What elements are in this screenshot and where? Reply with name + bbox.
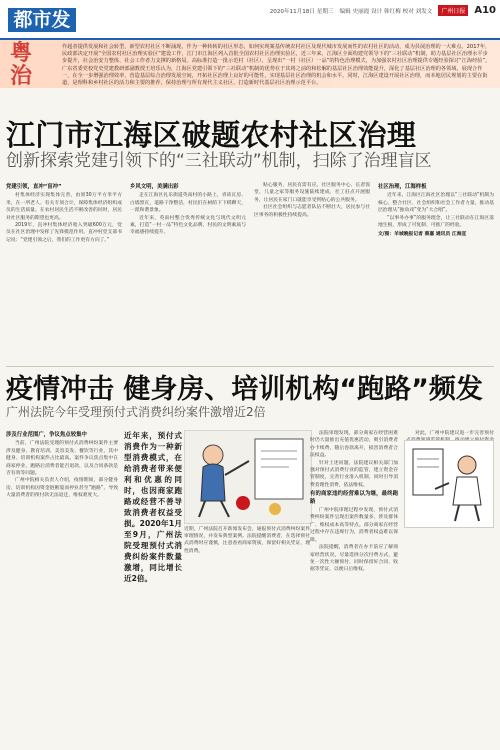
top-column-4 bbox=[378, 182, 494, 358]
photo-caption: 近期，广州法院召开新闻发布会，通报预付式消费纠纷案件审理情况，并发布典型案例。法院提醒消费者，在选择预付式消费时应谨慎，注意查看商家资质，保留好相关凭证，理性消费。 bbox=[184, 527, 310, 554]
section-heading: 有的商家违约经营难以为继，最终跑路 bbox=[310, 491, 398, 505]
bottom-column-1 bbox=[6, 430, 118, 746]
top-column-2 bbox=[130, 182, 246, 358]
paragraph: 广州中院相关负责人介绍，疫情期间，部分健身房、培训机构因资金链断裂而停业甚至“跑路”，导致大量消费者的预付款无法退还，维权难度大。 bbox=[6, 478, 118, 499]
section-heading: 社区治理，江海样板 bbox=[378, 184, 427, 190]
paragraph: 当前，广州法院受理的预付式消费纠纷案件主要涉及健身、教育培训、美容美发、餐饮等行业，其中健身、培训机构案件占比最高。案件争议焦点集中在商家停业、跑路后消费者能否退款，以及合同条款是否有效等问题。 bbox=[6, 441, 118, 477]
top-article-subtitle: 创新探索党建引领下的“三社联动”机制，扫除了治理盲区 bbox=[6, 151, 432, 171]
article-divider bbox=[6, 366, 494, 367]
editors-line: 编辑 史丽霞 设计 韩红梅 校对 刘发文 bbox=[339, 8, 433, 15]
bottom-column-2 bbox=[310, 430, 398, 746]
paragraph: 村集体经济实现集体完善，由原30万平方米平方米，在一所老人、有关专项合计，保障集体经济组织成员的生活质量。在农村居民生活不断改善的同时，居民对社区服务的期望也更高。 bbox=[6, 193, 122, 221]
page-number: A10 bbox=[474, 5, 496, 16]
cartoon-illustration bbox=[404, 440, 494, 528]
paragraph: 2019年，直冲村集体经济收入突破600万元，党员在社区治理中发挥了先锋模范作用。直冲村党支部书记说：“党建引领之后，我们的工作更有方向了。” bbox=[6, 223, 122, 243]
section-heading: 党建引领，直冲“盲冲” bbox=[6, 184, 62, 190]
byline: 文/图：羊城晚报记者 蔡嘉 通讯员 江海宣 bbox=[378, 232, 467, 238]
header-meta bbox=[270, 5, 496, 16]
paragraph: 法院审理发现，部分商家在经营困难时仍大量推出充值优惠活动，吸引消费者办卡续费，随后卷款离开，损害消费者合法权益。 bbox=[310, 431, 398, 459]
paragraph: 近年来，江海区江海社区治理以“三社联动”机制为核心，整合社区、社会组织和社会工作者力量，推动基层治理从“独角戏”变为“大合唱”。 bbox=[378, 193, 494, 214]
paragraph: 对此，广州中院建议进一步完善预付 bbox=[415, 431, 494, 436]
illustration-photo bbox=[184, 430, 312, 524]
illustration-icon bbox=[185, 431, 311, 523]
paragraph: 走在江海区礼乐街道英南村的小路上，青砖瓦房、白墙黑瓦，道路干净整洁，村民们在树荫下下棋聊天，一派和谐景象。 bbox=[130, 193, 246, 214]
cartoon-icon bbox=[405, 441, 493, 527]
top-article-body bbox=[6, 182, 494, 358]
paragraph: 贴心服务，居民有需有应。社区服务中心、长者饭堂、儿童之家等服务设施陆续建成，社工驻点开展服务，让居民在家门口就能享受到贴心的公共服务。 bbox=[254, 183, 370, 203]
paper-badge: 广州日报 bbox=[438, 5, 468, 16]
paragraph: “以事务办事”的服务理念，让三社联动在江海区落地生根，形成了可复制、可推广的经验。 bbox=[378, 215, 494, 229]
section-heading: 乡风文明，美满出彩 bbox=[130, 184, 179, 190]
paragraph: 针对上述问题，法院建议相关部门加强对预付式消费行业的监管，建立资金存管制度，完善行业准入机制，同时引导消费者理性消费，依法维权。 bbox=[310, 460, 398, 488]
paragraph: 近年来，英南村整合优秀传统文化与现代文明元素，打造“一村一品”特色文化品牌，村民的文明素质与幸福感持续提升。 bbox=[130, 215, 246, 236]
top-article-title: 江门市江海区破题农村社区治理 bbox=[6, 118, 417, 152]
section-heading: 涉及行业范围广，争议焦点较集中 bbox=[6, 432, 87, 438]
bottom-article-title: 疫情冲击 健身房、培训机构“跑路”频发 bbox=[6, 374, 483, 405]
banner-text: 作超者提供发展和社会转型，新型农村社区不断涌现。作为一种转转的社区形态，如何实现案基传统农村社区及现代城市发展而性的农村社区的活动，成为县展治理的一大难点。2017年，民政部决定开展“全国农村社区治理实验区”建设工作，江门市江海区列入首批全国农村社区治理实验区，近三年来，江海区全面构建党领导下的“三社联动”机制，助力基层社区治理水平步步提升，社会治安力整体、社会工作者力支撑的新格局。高标准打造一批示范村（社区），呈现出“一村（社区）一品”的特色治理模式，为加强农村社区治理提供专题经验探讨“江海经验”。广东省委党校党史党建教研部副教授王培乐认为，江海区党建引领下的“三社联动”机制的优势在于其将之前的和松解的基层社区治理效能提升，深化了基层社区治理的各领域，展现合作一，在全一步增强治理效率，营造基层综合治理发展空间，开拓社区治理上良好的可能性，实现基层社区治理的机会和水平。同时，江海区建设开展社区治理，而本地居民规划的主要在街道，是理科和乡村社区的活力和主要的推荐，保持治理与所有现代主义社区，打造新时代基层社区治理示范平台。 bbox=[62, 44, 491, 87]
issue-date: 2020年11月18日 星期三 bbox=[269, 8, 334, 15]
section-title: 都市发 bbox=[8, 8, 76, 32]
bottom-article-subtitle: 广州法院今年受理预付式消费纠纷案件激增近2倍 bbox=[6, 405, 266, 419]
paragraph: 广州中院审理过程中发现，预付式消费纠纷案件呈现出案件数量多、涉及群体广、维权成本高等特点。部分商家在经营过程中存在违规行为，消费者权益难以保障。 bbox=[310, 508, 398, 543]
pull-quote: 近年来，预付式消费作为一种新型消费模式，在给消费者带来便利和优惠的同时，也因商家跑路或经营不善导致消费者权益受损。2020年1月至9月，广州法院受理预付式消费纠纷案件数量激增，同比增长近2倍。 bbox=[124, 431, 182, 583]
page-header bbox=[0, 0, 500, 40]
paragraph: 社区社会组织与志愿者队伍不断壮大，居民参与社区事务的积极性持续提高。 bbox=[254, 205, 370, 218]
banner-character: 粤治 bbox=[9, 41, 32, 89]
paragraph: 法院提醒，消费者在办卡前应了解商家经营状况，尽量选择分次付费方式，避免一次性大额预付，同时保留好合同、收据等凭证，以便日后维权。 bbox=[310, 545, 398, 573]
top-column-3 bbox=[254, 182, 370, 358]
top-column-1 bbox=[6, 182, 122, 358]
bottom-left-column bbox=[6, 430, 118, 746]
